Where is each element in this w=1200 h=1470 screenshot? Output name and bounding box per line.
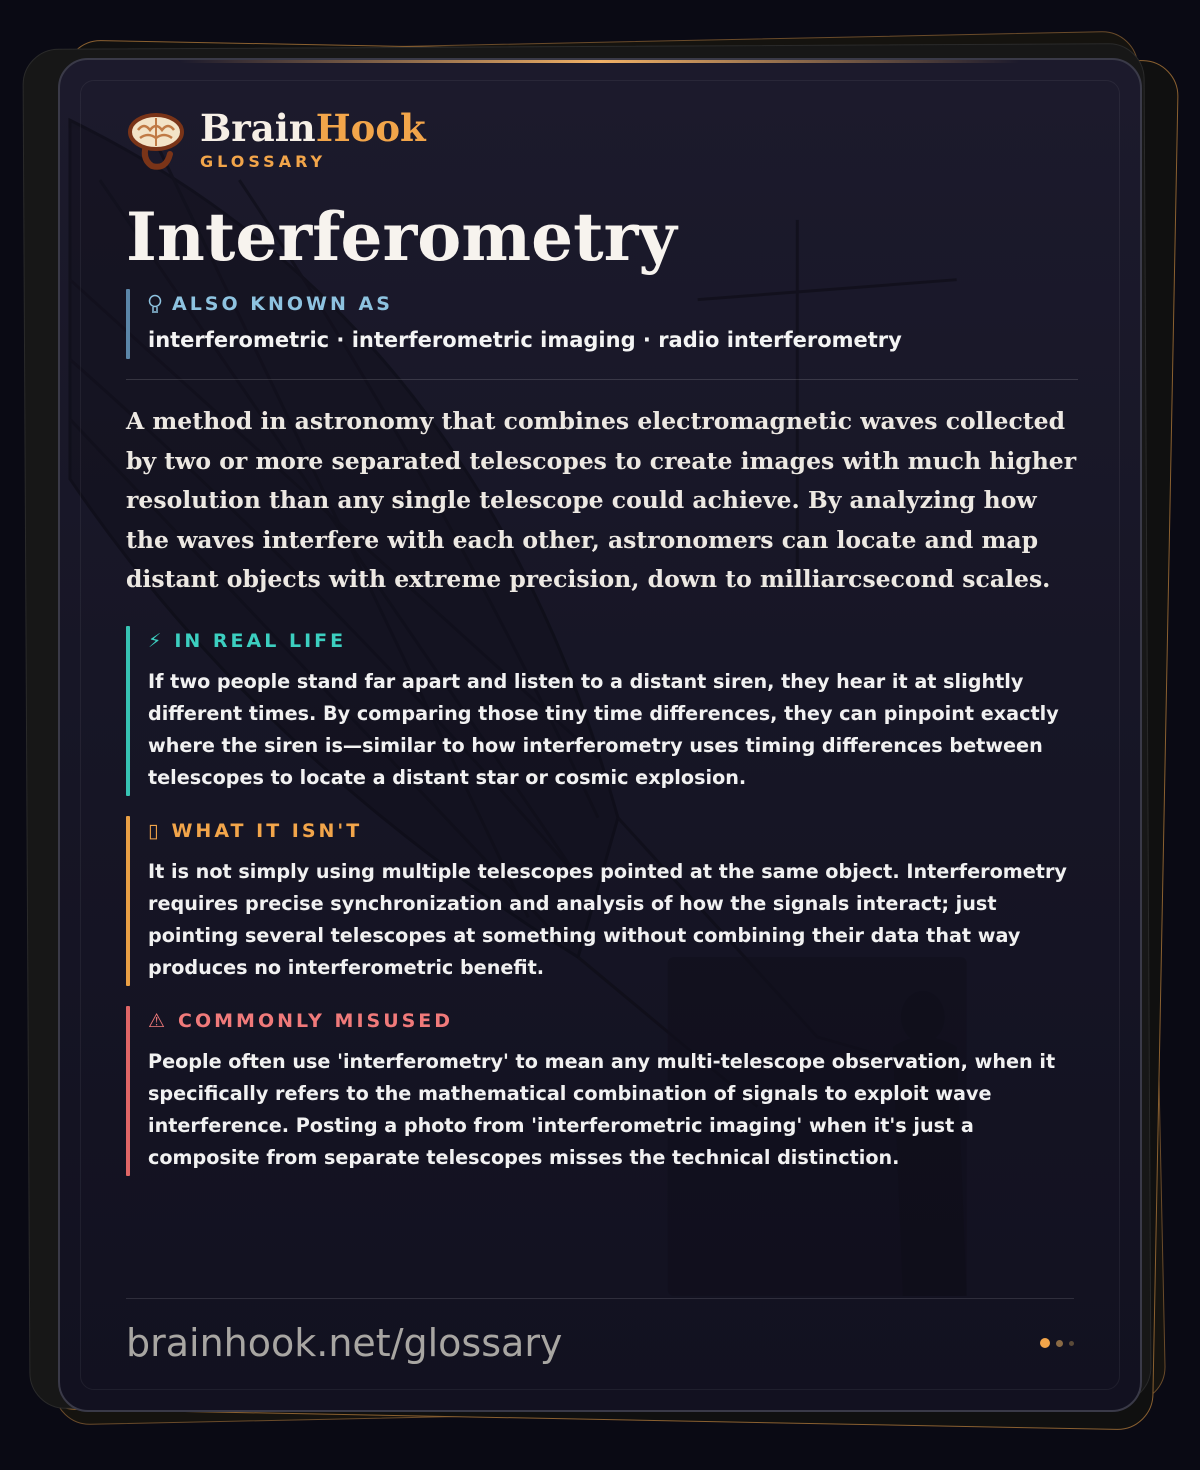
footer-divider (126, 1298, 1074, 1299)
footer-url-link[interactable]: brainhook.net/glossary (126, 1321, 563, 1365)
dot-3 (1069, 1341, 1074, 1346)
also-known-as-section (126, 289, 1078, 359)
commonly-misused-text: People often use 'interferometry' to mean any multi-telescope observation, when it specifically refers to the mathematical combination of signals to exploit wave interference. Posting a photo from 'interferometric imaging' when it's just a composite from separate telescopes misses the technical distinction. (148, 1049, 1056, 1169)
missing-glyph-icon: ▯ (148, 819, 162, 842)
brand-header (126, 108, 1078, 171)
definition-text: A method in astronomy that combines electromagnetic waves collected by two or more separated telescopes to create images with much higher resolution than any single telescope could achieve. By analyzing how the waves interfere with each other, astronomers can locate and map distant objects with extreme precision, down to milliarcsecond scales. (126, 407, 1077, 594)
glossary-card (58, 58, 1142, 1412)
what-it-isnt-text: It is not simply using multiple telescopes pointed at the same object. Interferometry requires precise synchronization and analysis of how the signals interact; just pointing several telescopes at something without combining their data that way produces no interferometric benefit. (148, 859, 1067, 979)
lightbulb-icon (148, 294, 162, 314)
card-content (126, 108, 1078, 1176)
commonly-misused-section (126, 1006, 1078, 1176)
brand-subtitle: GLOSSARY (200, 152, 327, 171)
also-known-as-label: ALSO KNOWN AS (172, 293, 393, 315)
commonly-misused-heading (148, 1008, 1078, 1032)
brand-name-part1: Brain (200, 106, 316, 150)
warning-icon: ⚠ (148, 1009, 169, 1032)
divider (126, 379, 1078, 380)
in-real-life-heading (148, 628, 1078, 652)
footer-row (126, 1321, 1074, 1365)
dot-active (1040, 1338, 1050, 1348)
card-footer (126, 1298, 1074, 1365)
brand-text (200, 108, 426, 171)
what-it-isnt-heading (148, 818, 1078, 842)
term-title: Interferometry (126, 198, 677, 276)
what-it-isnt-section (126, 816, 1078, 986)
commonly-misused-label: COMMONLY MISUSED (178, 1009, 454, 1032)
dot-2 (1056, 1340, 1063, 1347)
brain-hook-logo-icon (126, 110, 186, 170)
in-real-life-label: IN REAL LIFE (174, 629, 347, 652)
also-known-as-text: interferometric · interferometric imaging · radio interferometry (148, 328, 902, 352)
in-real-life-text: If two people stand far apart and listen to a distant siren, they hear it at slightly different times. By comparing those tiny time differences, they can pinpoint exactly where the siren is—similar to how interferometry uses timing differences between telescopes to locate a distant star or cosmic explosion. (148, 669, 1059, 789)
brand-name-part2: Hook (315, 106, 426, 150)
in-real-life-section (126, 626, 1078, 796)
brand-name (200, 108, 426, 148)
page-dots (1034, 1338, 1074, 1348)
lightning-icon: ⚡ (148, 629, 165, 652)
what-it-isnt-label: WHAT IT ISN'T (171, 819, 363, 842)
also-known-as-heading (148, 289, 1078, 315)
